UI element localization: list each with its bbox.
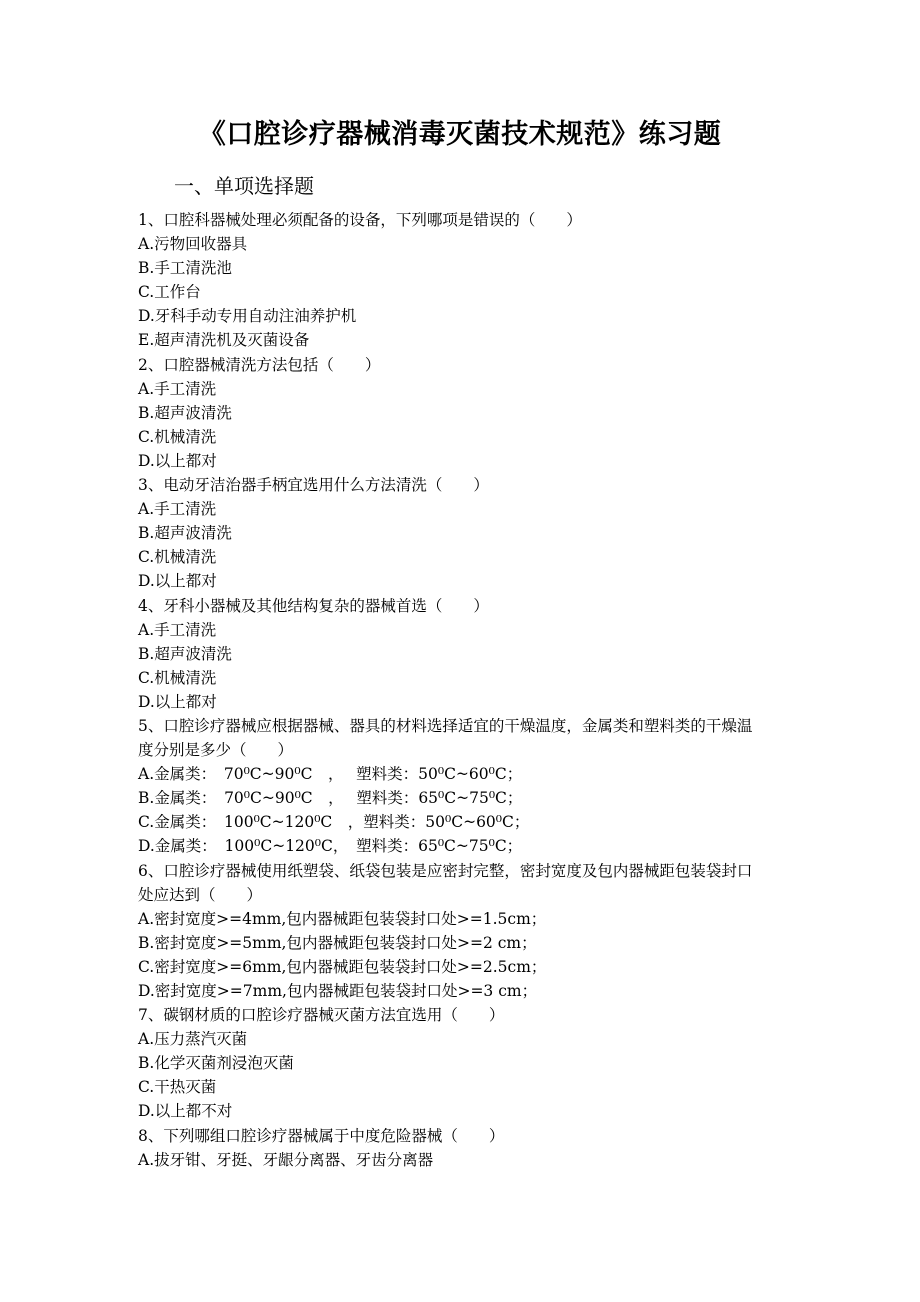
- answer-option: C.干热灭菌: [138, 1078, 217, 1097]
- answer-option: B.超声波清洗: [138, 403, 232, 422]
- question-text: 1、口腔科器械处理必须配备的设备，下列哪项是错误的（ ）: [138, 211, 582, 229]
- answer-option: D.以上都对: [138, 572, 217, 591]
- question-text: 8、下列哪组口腔诊疗器械属于中度危险器械（ ）: [138, 1126, 505, 1145]
- answer-option: C.金属类： 100⁰C~120⁰C ，塑料类：50⁰C~60⁰C；: [138, 813, 530, 832]
- answer-option: B.超声波清洗: [138, 524, 232, 543]
- answer-option: C.工作台: [138, 283, 201, 302]
- answer-option: D.以上都不对: [138, 1102, 233, 1121]
- question-text: 7、碳钢材质的口腔诊疗器械灭菌方法宜选用（ ）: [138, 1006, 505, 1025]
- question-text: 3、电动牙洁治器手柄宜选用什么方法清洗（ ）: [138, 476, 489, 495]
- answer-option: B.超声波清洗: [138, 644, 232, 663]
- answer-option: B.金属类： 70⁰C~90⁰C ， 塑料类：65⁰C~75⁰C；: [138, 789, 523, 808]
- answer-option: B.化学灭菌剂浸泡灭菌: [138, 1054, 294, 1073]
- answer-option: D.以上都对: [138, 692, 217, 711]
- answer-option: D.密封宽度>=7mm,包内器械距包装袋封口处>=3 cm；: [138, 982, 538, 1000]
- answer-option: C.密封宽度>=6mm,包内器械距包装袋封口处>=2.5cm；: [138, 957, 547, 976]
- answer-option: C.机械清洗: [138, 548, 217, 567]
- answer-option: 处应达到（ ）: [138, 885, 263, 904]
- answer-option: B.手工清洗池: [138, 259, 232, 278]
- question-text: 5、口腔诊疗器械应根据器械、器具的材料选择适宜的干燥温度，金属类和塑料类的干燥温: [138, 716, 753, 735]
- answer-option: B.密封宽度>=5mm,包内器械距包装袋封口处>=2 cm；: [138, 933, 537, 952]
- answer-option: A.压力蒸汽灭菌: [138, 1030, 248, 1049]
- document-title: 《口腔诊疗器械消毒灭菌技术规范》练习题: [198, 119, 722, 150]
- question-list: [138, 208, 788, 1172]
- answer-option: D.金属类： 100⁰C~120⁰C， 塑料类：65⁰C~75⁰C；: [138, 837, 523, 856]
- answer-option: A.金属类： 70⁰C~90⁰C ， 塑料类：50⁰C~60⁰C；: [138, 765, 523, 784]
- answer-option: A.密封宽度>=4mm,包内器械距包装袋封口处>=1.5cm；: [138, 909, 547, 928]
- answer-option: D.以上都对: [138, 451, 217, 470]
- answer-option: C.机械清洗: [138, 427, 217, 446]
- answer-option: E.超声清洗机及灭菌设备: [138, 331, 310, 350]
- answer-option: 度分别是多少（ ）: [138, 741, 294, 760]
- answer-option: D.牙科手动专用自动注油养护机: [138, 307, 357, 326]
- answer-option: A.手工清洗: [138, 620, 217, 639]
- answer-option: C.机械清洗: [138, 668, 217, 687]
- answer-option: A.手工清洗: [138, 379, 217, 398]
- question-text: 2、口腔器械清洗方法包括（ ）: [138, 355, 381, 374]
- answer-option: A.污物回收器具: [138, 235, 248, 254]
- section-heading: 一、单项选择题: [174, 174, 314, 198]
- question-text: 6、口腔诊疗器械使用纸塑袋、纸袋包装是应密封完整，密封宽度及包内器械距包装袋封口: [138, 861, 753, 880]
- question-text: 4、牙科小器械及其他结构复杂的器械首选（ ）: [138, 596, 489, 615]
- answer-option: A.手工清洗: [138, 500, 217, 519]
- answer-option: A.拔牙钳、牙挺、牙龈分离器、牙齿分离器: [138, 1150, 434, 1169]
